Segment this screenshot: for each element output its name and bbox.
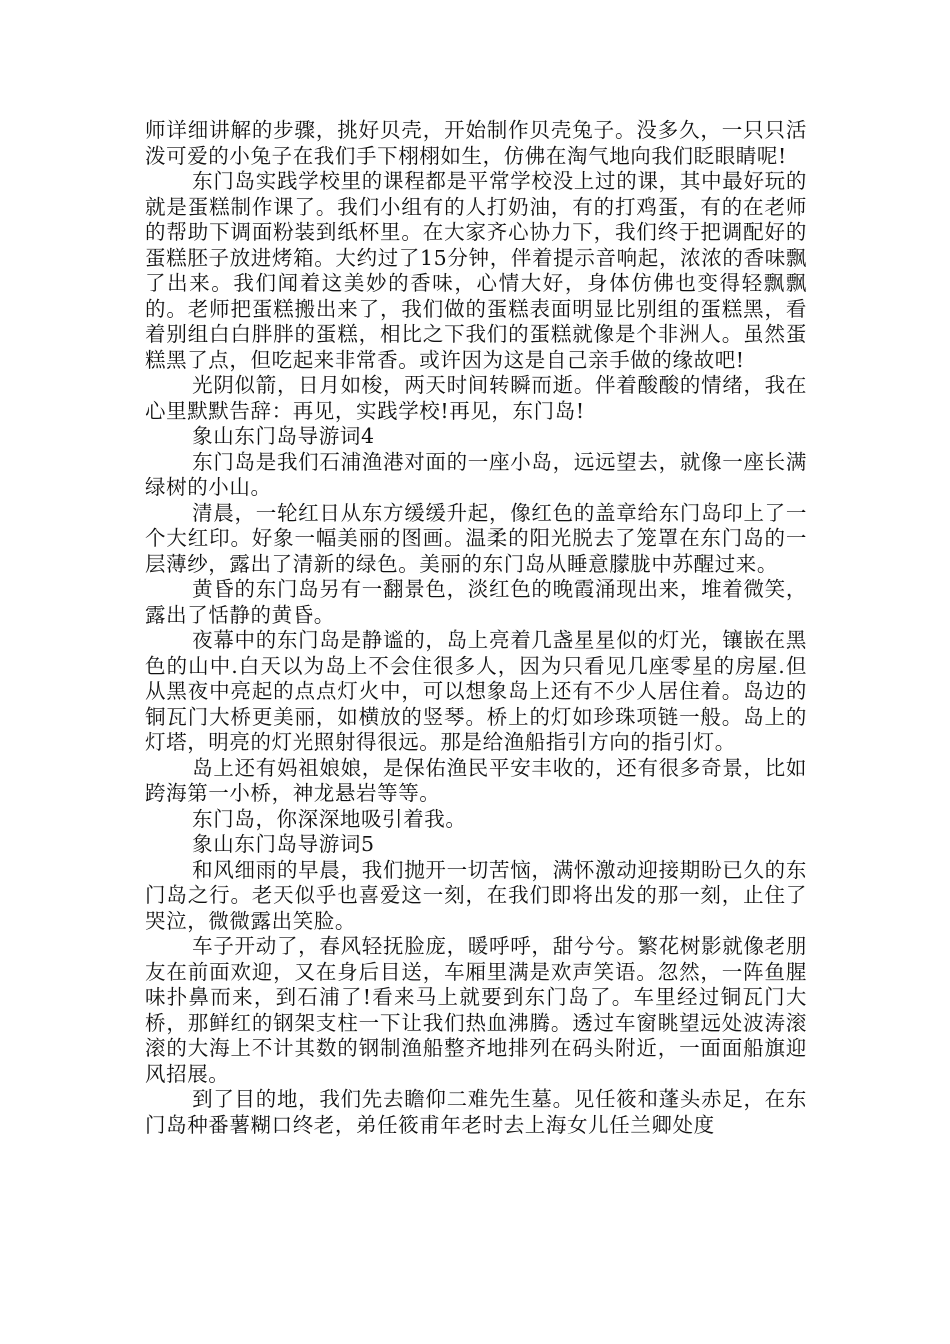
paragraph: 到了目的地，我们先去瞻仰二难先生墓。见任筱和蓬头赤足，在东门岛种番薯糊口终老，弟任筱甫年老时去上海女儿任兰卿处度 — [145, 1087, 807, 1137]
section-heading: 象山东门岛导游词4 — [192, 424, 375, 448]
paragraph: 夜幕中的东门岛是静谧的，岛上亮着几盏星星似的灯光，镶嵌在黑色的山中.白天以为岛上不会住很多人，因为只看见几座零星的房屋.但从黑夜中亮起的点点灯火中，可以想象岛上还有不少人居住着。岛边的铜瓦门大桥更美丽，如横放的竖琴。桥上的灯如珍珠项链一般。岛上的灯塔，明亮的灯光照射得很远。那是给渔船指引方向的指引灯。 — [145, 628, 807, 754]
paragraph: 东门岛实践学校里的课程都是平常学校没上过的课，其中最好玩的就是蛋糕制作课了。我们小组有的人打奶油，有的打鸡蛋，有的在老师的帮助下调面粉装到纸杯里。在大家齐心协力下，我们终于把调配好的蛋糕胚子放进烤箱。大约过了15分钟，伴着提示音响起，浓浓的香味飘了出来。我们闻着这美妙的香味，心情大好，身体仿佛也变得轻飘飘的。老师把蛋糕搬出来了，我们做的蛋糕表面明显比别组的蛋糕黑，看着别组白白胖胖的蛋糕，相比之下我们的蛋糕就像是个非洲人。虽然蛋糕黑了点，但吃起来非常香。或许因为这是自己亲手做的缘故吧! — [145, 169, 807, 372]
paragraph: 岛上还有妈祖娘娘，是保佑渔民平安丰收的，还有很多奇景，比如跨海第一小桥，神龙悬岩等等。 — [145, 755, 807, 805]
paragraph: 光阴似箭，日月如梭，两天时间转瞬而逝。伴着酸酸的情绪，我在心里默默告辞：再见，实践学校!再见，东门岛! — [145, 373, 807, 423]
paragraph: 东门岛是我们石浦渔港对面的一座小岛，远远望去，就像一座长满绿树的小山。 — [145, 449, 807, 499]
paragraph: 车子开动了，春风轻抚脸庞，暖呼呼，甜兮兮。繁花树影就像老朋友在前面欢迎，又在身后目送，车厢里满是欢声笑语。忽然，一阵鱼腥味扑鼻而来，到石浦了!看来马上就要到东门岛了。车里经过铜瓦门大桥，那鲜红的钢架支柱一下让我们热血沸腾。透过车窗眺望远处波涛滚滚的大海上不计其数的钢制渔船整齐地排列在码头附近，一面面船旗迎风招展。 — [145, 934, 807, 1086]
document-page — [145, 118, 807, 1138]
paragraph: 黄昏的东门岛另有一翻景色，淡红色的晚霞涌现出来，堆着微笑，露出了恬静的黄昏。 — [145, 577, 807, 627]
paragraph: 师详细讲解的步骤，挑好贝壳，开始制作贝壳兔子。没多久，一只只活泼可爱的小兔子在我们手下栩栩如生，仿佛在淘气地向我们眨眼睛呢! — [145, 118, 807, 168]
paragraph: 清晨，一轮红日从东方缓缓升起，像红色的盖章给东门岛印上了一个大红印。好象一幅美丽的图画。温柔的阳光脱去了笼罩在东门岛的一层薄纱，露出了清新的绿色。美丽的东门岛从睡意朦胧中苏醒过来。 — [145, 500, 807, 576]
paragraph: 东门岛，你深深地吸引着我。 — [192, 806, 467, 831]
paragraph: 和风细雨的早晨，我们抛开一切苦恼，满怀激动迎接期盼已久的东门岛之行。老天似乎也喜爱这一刻，在我们即将出发的那一刻，止住了哭泣，微微露出笑脸。 — [145, 857, 807, 933]
section-heading: 象山东门岛导游词5 — [192, 832, 375, 856]
